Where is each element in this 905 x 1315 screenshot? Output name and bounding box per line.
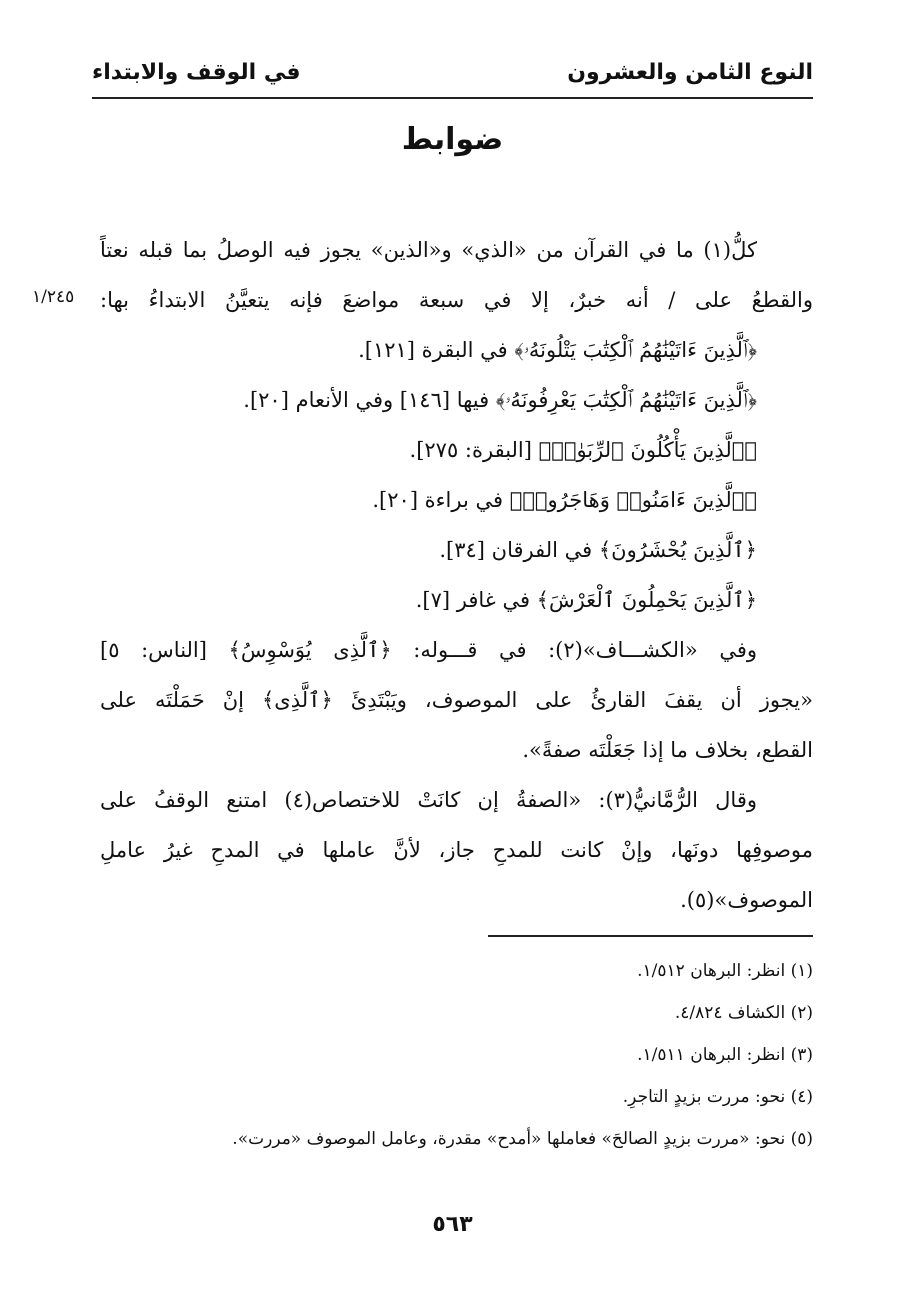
section-title: ضوابط	[401, 122, 504, 157]
text-line: «يجوز أن يقفَ القارئُ على الموصوف، ويَبْتَدِئَ ﴿ٱلَّذِى﴾ إنْ حَمَلْتَه على	[100, 688, 813, 712]
footnote: (٢) الكشاف ٤/٨٢٤.	[674, 1003, 813, 1023]
text-line: الموصوف»(٥).	[680, 888, 813, 912]
quran-verse-line: ﴿ٱلَّذِينَ يَأْكُلُونَ ٱلرِّبَوٰا۟﴾ [البقرة: ٢٧٥].	[409, 438, 757, 462]
page-number: ٥٦٣	[432, 1212, 473, 1237]
running-header	[92, 52, 813, 92]
main-text	[100, 225, 813, 925]
text-line: موصوفِها دونَها، وإنْ كانت للمدحِ جاز، لأنَّ عاملها في المدحِ غيرُ عاملِ	[100, 838, 813, 862]
header-topic-title: في الوقف والابتداء	[92, 59, 301, 85]
footnote: (١) انظر: البرهان ١/٥١٢.	[637, 961, 813, 981]
footnote: (٤) نحو: مررت بزيدٍ التاجرِ.	[622, 1087, 813, 1107]
text-line: كلُّ(١) ما في القرآن من «الذي» و«الذين» يجوز فيه الوصلُ بما قبله نعتاً	[100, 238, 757, 262]
text-line: والقطعُ على / أنه خبرٌ، إلا في سبعة مواضعَ فإنه يتعيَّنُ الابتداءُ بها:	[100, 288, 813, 312]
quran-verse-line: ﴿ٱلَّذِينَ ءَامَنُوا۟ وَهَاجَرُوا۟﴾ في براءة [٢٠].	[372, 488, 757, 512]
text-line: القطع، بخلاف ما إذا جَعَلْتَه صفةً».	[522, 738, 813, 762]
text-line: وقال الرُّمَّانيُّ(٣): «الصفةُ إن كانَتْ للاختصاص(٤) امتنع الوقفُ على	[100, 788, 757, 812]
header-chapter-title: النوع الثامن والعشرون	[567, 59, 813, 85]
quran-verse-line: ﴿ٱلَّذِينَ يُحْشَرُونَ﴾ في الفرقان [٣٤].	[439, 538, 757, 562]
footnote: (٥) نحو: «مررت بزيدٍ الصالحَ» فعاملها «أمدح» مقدرة، وعامل الموصوف «مررت».	[232, 1129, 813, 1149]
quran-verse-line: ﴿ٱلَّذِينَ ءَاتَيْنَٰهُمُ ٱلْكِتَٰبَ يَعْرِفُونَهُۥ﴾ فيها [١٤٦] وفي الأنعام [٢٠].	[243, 388, 757, 412]
quran-verse-line: ﴿ٱلَّذِينَ ءَاتَيْنَٰهُمُ ٱلْكِتَٰبَ يَتْلُونَهُۥ﴾ في البقرة [١٢١].	[358, 338, 757, 362]
header-rule	[92, 97, 813, 99]
text-line: وفي «الكشـــاف»(٢): في قـــوله: ﴿ٱلَّذِى يُوَسْوِسُ﴾ [الناس: ٥]	[100, 638, 757, 662]
footnote: (٣) انظر: البرهان ١/٥١١.	[637, 1045, 813, 1065]
footnotes	[92, 950, 813, 1160]
footnote-rule	[488, 935, 813, 937]
quran-verse-line: ﴿ٱلَّذِينَ يَحْمِلُونَ ٱلْعَرْشَ﴾ في غافر [٧].	[415, 588, 757, 612]
margin-page-reference: ١/٢٤٥	[32, 287, 75, 307]
